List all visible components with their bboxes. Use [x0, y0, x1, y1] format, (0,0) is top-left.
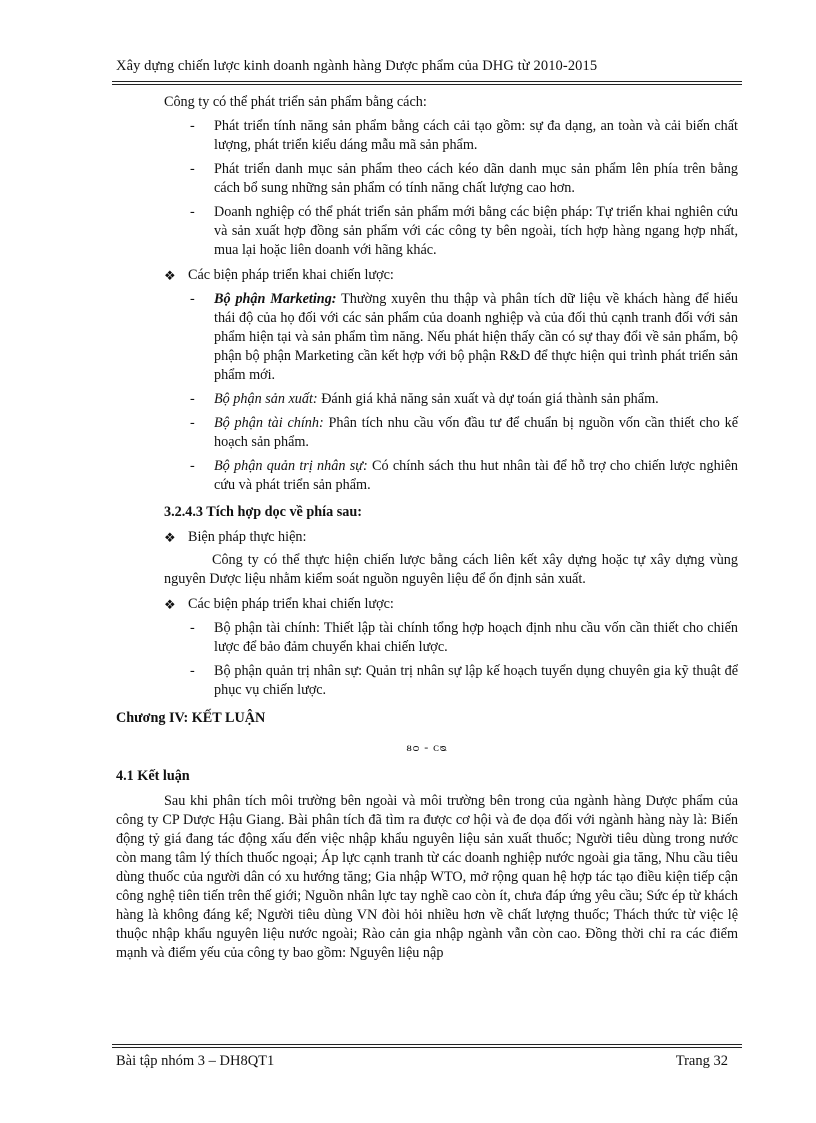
- implementation-paragraph: Công ty có thể thực hiện chiến lược bằng cách liên kết xây dựng hoặc tự xây dựng vùng nguyên Dược liệu nhằm kiểm soát nguồn nguyên liệu để ổn định sản xuất.: [164, 552, 738, 587]
- list-item: [116, 390, 738, 409]
- department-text: Phân tích nhu cầu vốn đầu tư để chuẩn bị nguồn vốn cần thiết cho kế hoạch sản phẩm.: [214, 415, 738, 450]
- diamond-bullet-icon: ❖: [164, 268, 176, 283]
- dash-marker: -: [190, 291, 195, 307]
- footer-rule-thin: [112, 1044, 742, 1045]
- dash-marker: -: [190, 458, 195, 474]
- intro-paragraph: Công ty có thể phát triển sản phẩm bằng cách:: [164, 94, 427, 110]
- bullet-heading: [116, 528, 738, 547]
- department-label: Bộ phận quản trị nhân sự:: [214, 458, 368, 474]
- header-rule-thin: [112, 84, 742, 85]
- bullet-heading-text: Biện pháp thực hiện:: [188, 529, 307, 545]
- diamond-bullet-icon: ❖: [164, 530, 176, 545]
- section-heading-3243: 3.2.4.3 Tích hợp dọc về phía sau:: [164, 504, 362, 520]
- ornament-divider: ᴕᴑ - ᴄᴓ: [406, 740, 448, 754]
- chapter-heading: Chương IV: KẾT LUẬN: [116, 710, 266, 726]
- dash-marker: -: [190, 391, 195, 407]
- department-text: Đánh giá khả năng sản xuất và dự toán giá thành sản phẩm.: [317, 391, 659, 407]
- bullet-heading: [116, 266, 738, 285]
- page-header-title: Xây dựng chiến lược kinh doanh ngành hàng Dược phẩm của DHG từ 2010-2015: [116, 58, 598, 74]
- bullet-heading-text: Các biện pháp triển khai chiến lược:: [188, 596, 394, 612]
- list-item: [116, 619, 738, 657]
- list-item: [116, 414, 738, 452]
- dash-marker: -: [190, 161, 195, 177]
- header-rule: [112, 81, 742, 82]
- department-text: Thường xuyên thu thập và phân tích dữ liệu về khách hàng để hiểu thái độ của họ đối với các sản phẩm của doanh nghiệp và của đối thủ cạnh tranh đối với sản phẩm hiện tại và sản phẩm tìm năng. Nếu phát hiện thấy cần có sự thay đổi về sản phẩm, bộ phận bộ phận Marketing cần kết hợp với bộ phận R&D để thực hiện qui trình phát triển sản phẩm mới.: [214, 291, 738, 383]
- diamond-bullet-icon: ❖: [164, 597, 176, 612]
- list-item-text: Bộ phận tài chính: Thiết lập tài chính tổng hợp hoạch định nhu cầu vốn cần thiết cho chiến lược để bảo đảm chuyển khai chiến lược.: [214, 620, 738, 655]
- page-content: [116, 93, 738, 963]
- dash-marker: -: [190, 118, 195, 134]
- list-item: [116, 457, 738, 495]
- bullet-heading-text: Các biện pháp triển khai chiến lược:: [188, 267, 394, 283]
- section-heading-41: 4.1 Kết luận: [116, 768, 190, 784]
- footer-group-label: Bài tập nhóm 3 – DH8QT1: [116, 1053, 275, 1069]
- list-item: [116, 203, 738, 260]
- list-item-text: Bộ phận quản trị nhân sự: Quản trị nhân sự lập kế hoạch tuyển dụng chuyên gia kỹ thuật để phục vụ chiến lược.: [214, 663, 738, 698]
- page-number: Trang 32: [675, 1053, 728, 1069]
- dash-marker: -: [190, 204, 195, 220]
- list-item-text: Phát triển danh mục sản phẩm theo cách kéo dãn danh mục sản phẩm lên phía trên bằng cách bổ sung những sản phẩm có tính năng chất lượng cao hơn.: [214, 161, 738, 196]
- list-item: [116, 662, 738, 700]
- list-item-text: Doanh nghiệp có thể phát triển sản phẩm mới bằng các biện pháp: Tự triển khai nghiên cứu và sản xuất hợp đồng sản phẩm với các công ty bên ngoài, tích hợp hàng ngang hợp nhất, mua lại hoặc liên doanh với hãng khác.: [214, 204, 738, 258]
- dash-marker: -: [190, 663, 195, 679]
- list-item: [116, 117, 738, 155]
- dash-marker: -: [190, 620, 195, 636]
- department-label: Bộ phận Marketing:: [214, 291, 337, 307]
- dash-marker: -: [190, 415, 195, 431]
- conclusion-paragraph: Sau khi phân tích môi trường bên ngoài và môi trường bên trong của ngành hàng Dược phẩm của công ty CP Dược Hậu Giang. Bài phân tích đã tìm ra được cơ hội và đe dọa đối với ngành hàng này là: Biến động tỷ giá đang tác động xấu đến việc nhập khẩu nguyên liệu sản xuất thuốc; Người tiêu dùng trong nước còn mang tâm lý thích thuốc ngoại; Áp lực cạnh tranh từ các doanh nghiệp nước ngoài gia tăng, Nhu cầu tiêu dùng thuốc của người dân có xu hướng tăng; Gia nhập WTO, mở rộng quan hệ hợp tác tạo điều kiện tiếp cận công nghệ tiên tiến trên thế giới; Nguồn nhân lực tay nghề cao còn ít, chưa đáp ứng yêu cầu; Sức ép từ khách hàng là không đáng kể; Người tiêu dùng VN đòi hỏi nhiều hơn về chất lượng thuốc; Thách thức từ việc lệ thuộc nhập khẩu nguyên liệu nước ngoài; Rào cản gia nhập ngành vẫn còn cao. Đồng thời chỉ ra các điểm mạnh và điểm yếu của công ty bao gồm: Nguyên liệu nập: [116, 793, 738, 961]
- department-label: Bộ phận tài chính:: [214, 415, 324, 431]
- list-item: [116, 290, 738, 385]
- footer-rule: [112, 1047, 742, 1048]
- list-item-text: Phát triển tính năng sản phẩm bằng cách cải tạo gồm: sự đa dạng, an toàn và cải biến chất lượng, phát triển kiểu dáng mẫu mã sản phẩm.: [214, 118, 738, 153]
- department-label: Bộ phận sản xuất:: [214, 391, 318, 407]
- department-text: Có chính sách thu hut nhân tài để hỗ trợ cho chiến lược nghiên cứu và phát triển sản phẩm.: [214, 458, 738, 493]
- bullet-heading: [116, 595, 738, 614]
- list-item: [116, 160, 738, 198]
